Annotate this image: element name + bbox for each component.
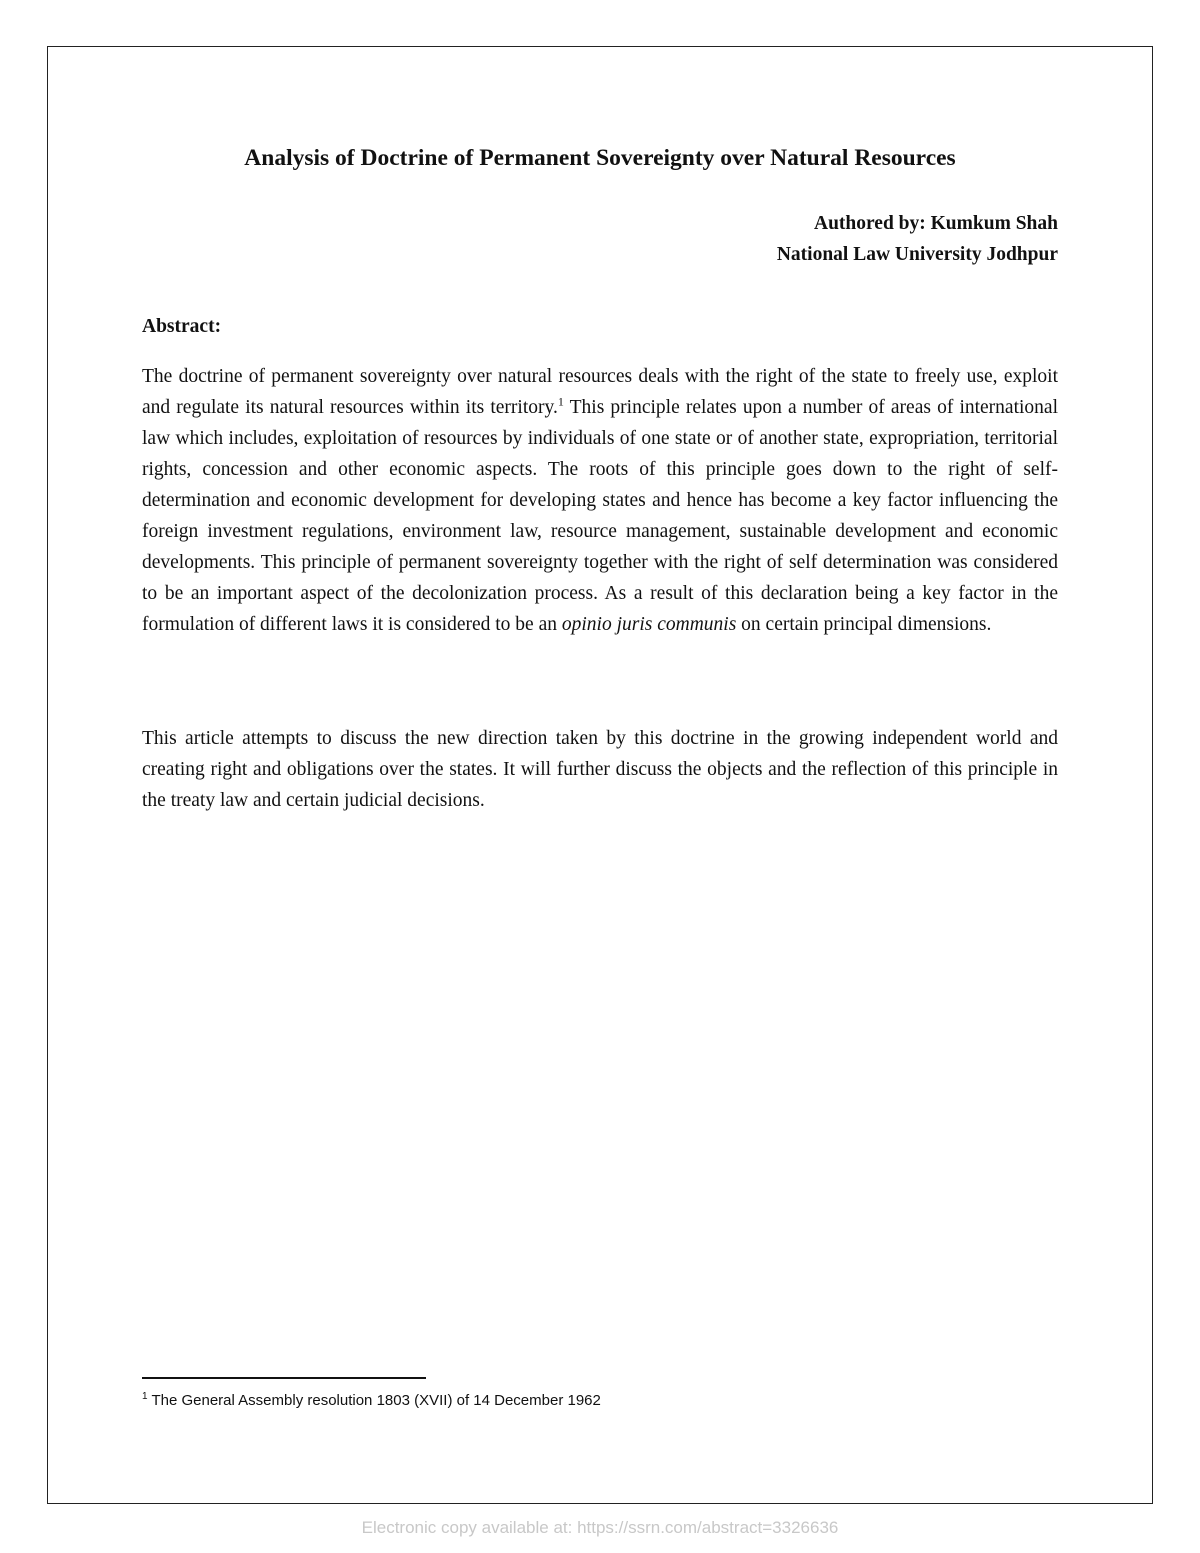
abstract-paragraph-1 <box>142 361 1058 640</box>
footnote-marker: 1 <box>142 1391 148 1402</box>
footnote-reference[interactable]: 1 <box>557 394 564 409</box>
ssrn-footer-notice[interactable]: Electronic copy available at: https://ssrn.com/abstract=3326636 <box>361 1518 839 1537</box>
paragraph-1-text-a: The doctrine of permanent sovereignty over natural resources deals with the right of the state to freely use, exploit and regulate its natural resources within its territory. <box>142 366 1058 418</box>
author-affiliation: National Law University Jodhpur <box>776 244 1058 265</box>
author-block <box>142 208 1058 270</box>
paper-title: Analysis of Doctrine of Permanent Sovereignty over Natural Resources <box>244 145 956 171</box>
abstract-heading: Abstract: <box>142 316 222 337</box>
author-name: Authored by: Kumkum Shah <box>813 213 1058 234</box>
footnote-text: The General Assembly resolution 1803 (XVII) of 14 December 1962 <box>147 1392 601 1409</box>
paragraph-1-text-c: on certain principal dimensions. <box>736 614 992 635</box>
abstract-paragraph-2: This article attempts to discuss the new direction taken by this doctrine in the growing independent world and creating right and obligations over the states. It will further discuss the objects and the reflection of this principle in the treaty law and certain judicial decisions. <box>142 728 1058 811</box>
paragraph-1-text-b: This principle relates upon a number of areas of international law which includes, exploitation of resources by individuals of one state or of another state, expropriation, territorial rights, concession and other economic aspects. The roots of this principle goes down to the right of self-determination and economic development for developing states and hence has become a key factor influencing the foreign investment regulations, environment law, resource management, sustainable development and economic developments. This principle of permanent sovereignty together with the right of self determination was considered to be an important aspect of the decolonization process. As a result of this declaration being a key factor in the formulation of different laws it is considered to be an <box>142 397 1058 635</box>
footnote <box>142 1390 601 1412</box>
paragraph-1-italic-term: opinio juris communis <box>561 614 737 635</box>
footnote-divider <box>142 1377 426 1379</box>
